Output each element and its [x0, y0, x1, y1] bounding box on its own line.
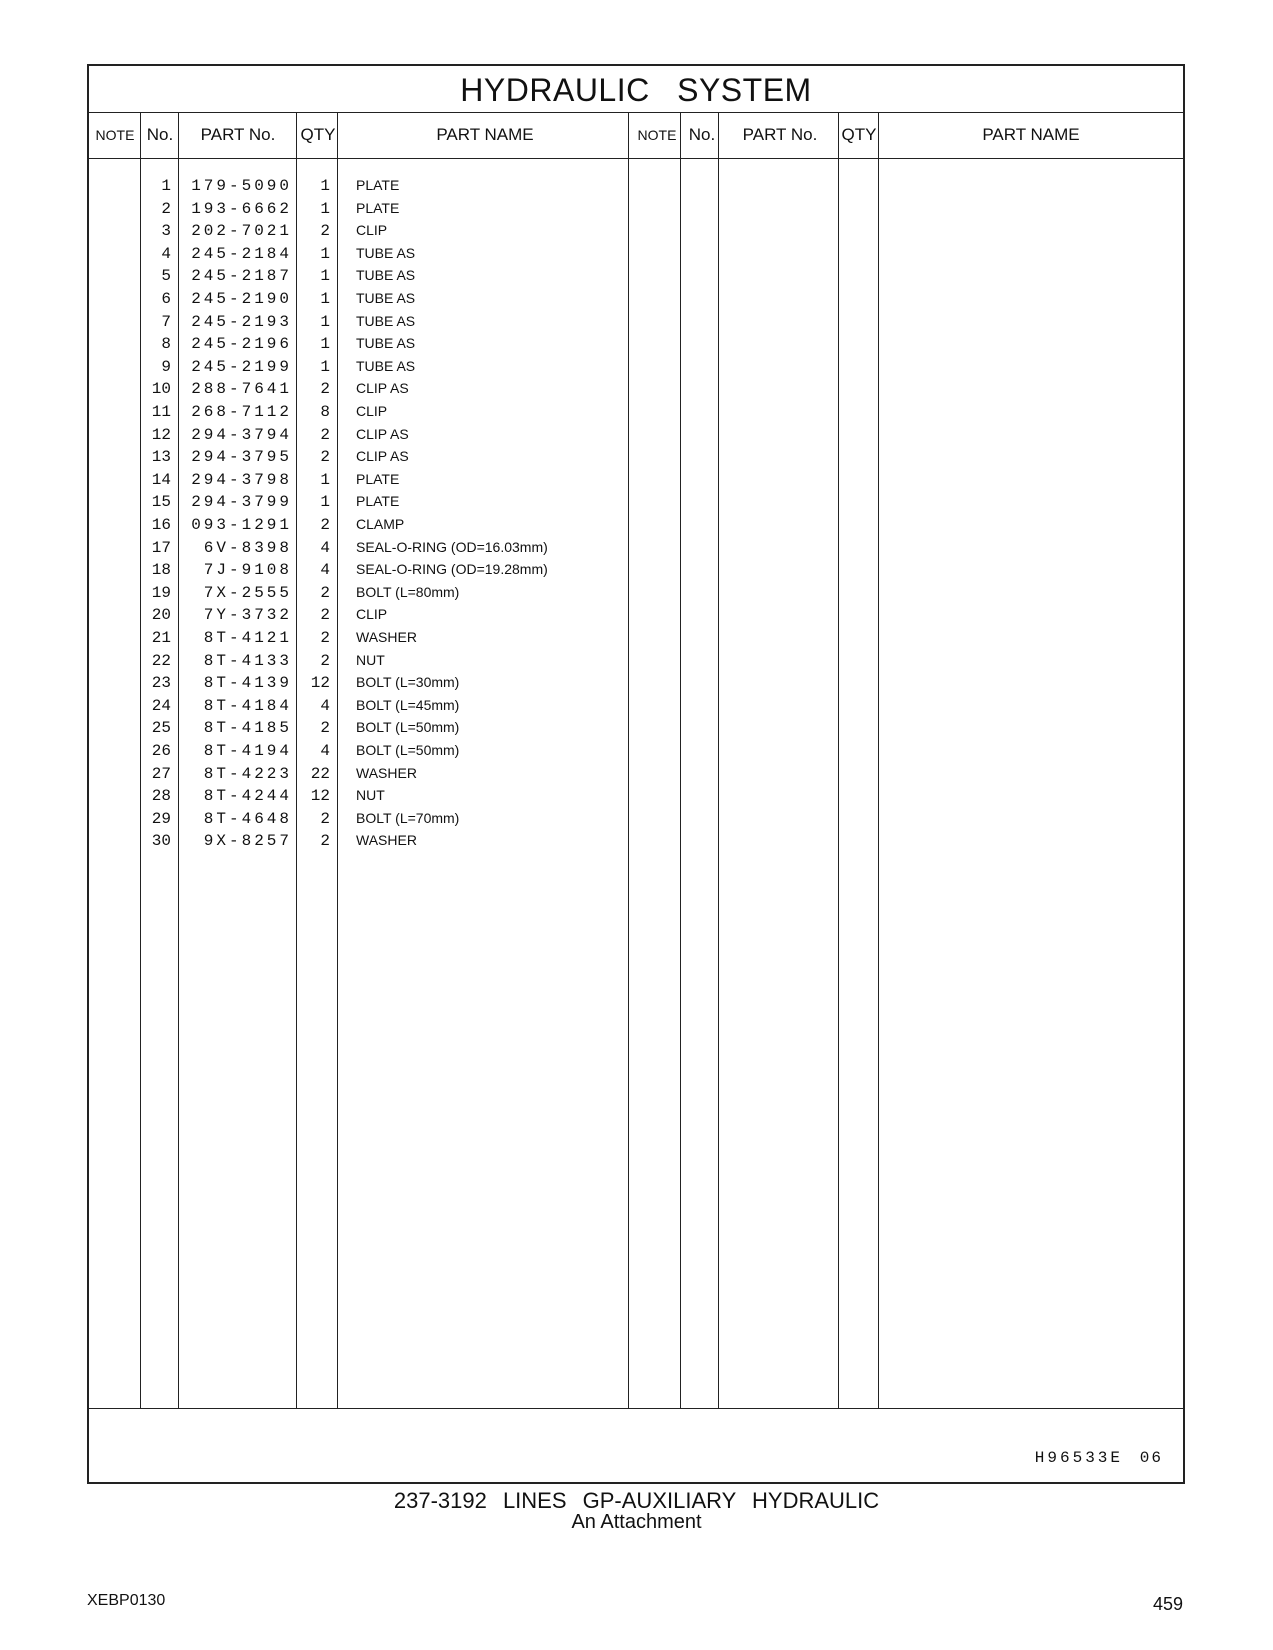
drawing-code: H96533E	[1034, 1449, 1123, 1467]
quantity: 2	[320, 583, 330, 602]
part-name: BOLT (L=30mm)	[356, 674, 460, 691]
table-row	[89, 763, 1183, 786]
quantity: 4	[320, 696, 330, 715]
part-name: WASHER	[356, 832, 417, 849]
header-qty-right: QTY	[841, 125, 877, 144]
item-number: 1	[161, 177, 171, 195]
part-number: 8T-4194	[203, 742, 292, 760]
header-note-right: NOTE	[637, 127, 677, 143]
item-number: 20	[151, 606, 171, 625]
table-row	[89, 378, 1183, 401]
table-row	[89, 220, 1183, 243]
item-number: 21	[151, 629, 171, 647]
quantity: 8	[320, 403, 330, 421]
part-name: CLIP	[356, 606, 388, 623]
quantity: 2	[320, 832, 330, 851]
part-number: 7J-9108	[203, 561, 292, 580]
item-number: 11	[151, 403, 171, 421]
part-number: 288-7641	[191, 380, 292, 399]
part-number: 7Y-3732	[203, 606, 292, 625]
part-name: TUBE AS	[356, 290, 416, 306]
part-name: SEAL-O-RING (OD=19.28mm)	[356, 561, 548, 578]
part-name: CLIP AS	[356, 380, 409, 397]
table-row	[89, 559, 1183, 582]
part-number: 8T-4133	[203, 651, 292, 670]
part-name: BOLT (L=80mm)	[356, 583, 460, 600]
part-number: 193-6662	[191, 199, 292, 218]
quantity: 2	[320, 606, 330, 625]
quantity: 2	[320, 222, 330, 241]
table-row	[89, 356, 1183, 379]
item-number: 27	[151, 764, 171, 783]
quantity: 12	[310, 787, 330, 806]
quantity: 1	[320, 267, 330, 286]
part-name: NUT	[356, 651, 385, 668]
table-row	[89, 672, 1183, 695]
table-row	[89, 740, 1183, 763]
item-number: 22	[151, 651, 171, 670]
header-part-name-right: PART NAME	[982, 125, 1080, 144]
header-no-right: No.	[688, 125, 716, 144]
header-no: No.	[146, 125, 174, 144]
item-number: 5	[161, 267, 171, 286]
table-header	[89, 112, 1183, 159]
assembly-title: 237-3192 LINES GP-AUXILIARY HYDRAULIC	[393, 1488, 880, 1513]
table-row	[89, 582, 1183, 605]
header-note: NOTE	[95, 127, 135, 143]
item-number: 14	[151, 470, 171, 489]
quantity: 12	[310, 674, 330, 693]
quantity: 1	[320, 357, 330, 376]
table-row	[89, 446, 1183, 469]
part-name: PLATE	[356, 199, 400, 216]
part-number: 8T-4185	[203, 719, 292, 738]
quantity: 1	[320, 290, 330, 308]
part-number: 245-2199	[191, 357, 292, 376]
part-number: 294-3799	[191, 493, 292, 512]
part-number: 202-7021	[191, 222, 292, 241]
part-name: BOLT (L=45mm)	[356, 696, 460, 713]
table-row	[89, 717, 1183, 740]
part-name: PLATE	[356, 177, 400, 193]
table-row	[89, 333, 1183, 356]
part-name: SEAL-O-RING (OD=16.03mm)	[356, 538, 548, 555]
quantity: 4	[320, 561, 330, 580]
header-part-no: PART No.	[200, 125, 276, 144]
table-row	[89, 288, 1183, 311]
quantity: 1	[320, 312, 330, 331]
part-name: PLATE	[356, 470, 400, 487]
part-number: 179-5090	[191, 177, 292, 195]
part-number: 245-2184	[191, 244, 292, 263]
item-number: 18	[151, 561, 171, 580]
item-number: 8	[161, 335, 171, 354]
table-row	[89, 469, 1183, 492]
quantity: 2	[320, 629, 330, 647]
section-title: HYDRAULIC SYSTEM	[89, 66, 1183, 113]
item-number: 17	[151, 538, 171, 557]
part-name: TUBE AS	[356, 335, 416, 352]
table-row	[89, 785, 1183, 808]
quantity: 2	[320, 448, 330, 467]
table-row	[89, 265, 1183, 288]
item-number: 9	[161, 357, 171, 376]
quantity: 1	[320, 470, 330, 489]
table-row	[89, 695, 1183, 718]
quantity: 2	[320, 425, 330, 444]
part-number: 093-1291	[191, 516, 292, 534]
table-row	[89, 175, 1183, 198]
item-number: 30	[151, 832, 171, 851]
part-number: 268-7112	[191, 403, 292, 421]
header-qty: QTY	[300, 125, 336, 144]
part-name: CLIP AS	[356, 448, 409, 465]
item-number: 4	[161, 244, 171, 263]
table-row	[89, 830, 1183, 853]
item-number: 13	[151, 448, 171, 467]
revision: 06	[1139, 1449, 1163, 1467]
quantity: 2	[320, 809, 330, 828]
item-number: 23	[151, 674, 171, 693]
table-row	[89, 243, 1183, 266]
part-number: 245-2196	[191, 335, 292, 354]
item-number: 25	[151, 719, 171, 738]
part-name: CLAMP	[356, 516, 405, 532]
part-number: 7X-2555	[203, 583, 292, 602]
part-number: 8T-4121	[203, 629, 292, 647]
document-id: XEBP0130	[87, 1592, 166, 1609]
item-number: 24	[151, 696, 171, 715]
item-number: 19	[151, 583, 171, 602]
item-number: 3	[161, 222, 171, 241]
part-name: BOLT (L=70mm)	[356, 809, 460, 826]
part-number: 294-3798	[191, 470, 292, 489]
quantity: 2	[320, 719, 330, 738]
item-number: 28	[151, 787, 171, 806]
part-name: BOLT (L=50mm)	[356, 719, 460, 736]
part-name: NUT	[356, 787, 385, 804]
quantity: 4	[320, 538, 330, 557]
part-number: 294-3795	[191, 448, 292, 467]
part-number: 245-2187	[191, 267, 292, 286]
quantity: 1	[320, 335, 330, 354]
item-number: 2	[161, 199, 171, 218]
quantity: 1	[320, 244, 330, 263]
item-number: 29	[151, 809, 171, 828]
table-row	[89, 198, 1183, 221]
table-row	[89, 627, 1183, 650]
quantity: 2	[320, 380, 330, 399]
part-name: CLIP	[356, 222, 388, 239]
item-number: 26	[151, 742, 171, 760]
part-name: PLATE	[356, 493, 400, 510]
part-number: 9X-8257	[203, 832, 292, 851]
part-number: 245-2190	[191, 290, 292, 308]
table-row	[89, 604, 1183, 627]
part-name: BOLT (L=50mm)	[356, 742, 460, 758]
table-row	[89, 514, 1183, 537]
part-number: 8T-4648	[203, 809, 292, 828]
part-name: TUBE AS	[356, 312, 416, 329]
part-number: 6V-8398	[203, 538, 292, 557]
table-row	[89, 401, 1183, 424]
header-part-no-right: PART No.	[742, 125, 818, 144]
item-number: 7	[161, 312, 171, 331]
part-name: CLIP	[356, 403, 388, 419]
quantity: 2	[320, 516, 330, 534]
table-row	[89, 808, 1183, 831]
assembly-subtitle: An Attachment	[571, 1511, 702, 1533]
part-number: 8T-4244	[203, 787, 292, 806]
part-name: WASHER	[356, 764, 417, 781]
quantity: 1	[320, 493, 330, 512]
part-name: TUBE AS	[356, 267, 416, 284]
part-number: 8T-4223	[203, 764, 292, 783]
parts-table	[87, 64, 1185, 1484]
table-row	[89, 650, 1183, 673]
part-name: CLIP AS	[356, 425, 409, 442]
part-number: 8T-4184	[203, 696, 292, 715]
part-number: 8T-4139	[203, 674, 292, 693]
item-number: 10	[151, 380, 171, 399]
part-number: 294-3794	[191, 425, 292, 444]
part-number: 245-2193	[191, 312, 292, 331]
table-body-bottom-rule	[89, 1408, 1183, 1409]
item-number: 15	[151, 493, 171, 512]
part-name: TUBE AS	[356, 357, 416, 374]
quantity: 22	[310, 764, 330, 783]
quantity: 1	[320, 199, 330, 218]
table-row	[89, 424, 1183, 447]
item-number: 6	[161, 290, 171, 308]
quantity: 2	[320, 651, 330, 670]
table-row	[89, 491, 1183, 514]
part-name: WASHER	[356, 629, 417, 645]
table-row	[89, 311, 1183, 334]
table-row	[89, 537, 1183, 560]
quantity: 1	[320, 177, 330, 195]
page-number: 459	[1152, 1594, 1183, 1614]
header-part-name: PART NAME	[436, 125, 534, 144]
item-number: 12	[151, 425, 171, 444]
quantity: 4	[320, 742, 330, 760]
part-name: TUBE AS	[356, 244, 416, 261]
item-number: 16	[151, 516, 171, 534]
